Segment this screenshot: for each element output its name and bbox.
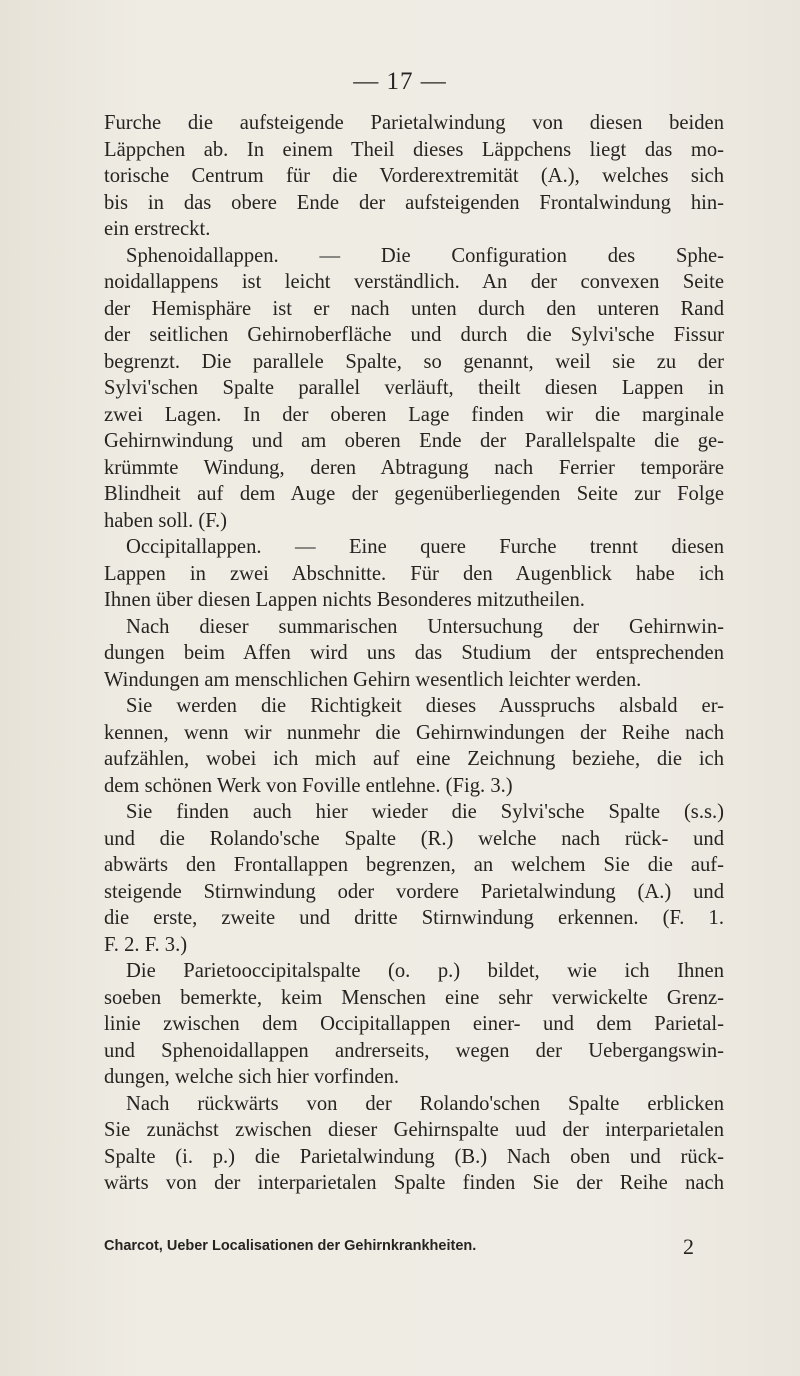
text-line: Sie zunächst zwischen dieser Gehirnspalte uud der interparietalen	[104, 1119, 724, 1141]
text-line: wärts von der interparietalen Spalte finden Sie der Reihe nach	[104, 1172, 724, 1194]
page-number: — 17 —	[353, 68, 447, 95]
text-line: Nach rückwärts von der Rolando'schen Spalte erblicken	[126, 1092, 724, 1115]
text-line: der Hemisphäre ist er nach unten durch den unteren Rand	[104, 297, 724, 320]
text-line: Nach dieser summarischen Untersuchung der Gehirnwin-	[126, 615, 724, 638]
text-line: Sie finden auch hier wieder die Sylvi'sche Spalte (s.s.)	[126, 801, 724, 823]
text-line: Blindheit auf dem Auge der gegenüberliegenden Seite zur Folge	[104, 483, 724, 505]
text-line: dungen beim Affen wird uns das Studium der entsprechenden	[104, 642, 724, 664]
text-line: haben soll. (F.)	[104, 509, 228, 532]
text-line: krümmte Windung, deren Abtragung nach Ferrier temporäre	[104, 456, 724, 479]
text-line: Ihnen über diesen Lappen nichts Besonderes mitzutheilen.	[104, 589, 585, 611]
text-line: noidallappens ist leicht verständlich. An der convexen Seite	[104, 271, 724, 293]
text-line: F. 2. F. 3.)	[104, 933, 188, 956]
text-line: zwei Lagen. In der oberen Lage finden wir die marginale	[104, 403, 724, 426]
text-line: und Sphenoidallappen andrerseits, wegen der Uebergangswin-	[104, 1039, 724, 1062]
text-line: Lappen in zwei Abschnitte. Für den Augenblick habe ich	[104, 562, 724, 585]
text-line: Gehirnwindung und am oberen Ende der Parallelspalte die ge-	[104, 430, 724, 452]
text-line: kennen, wenn wir nunmehr die Gehirnwindungen der Reihe nach	[104, 721, 724, 744]
signature-mark: 2	[683, 1234, 694, 1259]
text-line: ein erstreckt.	[104, 218, 211, 240]
text-line: Sie werden die Richtigkeit dieses Ausspruchs alsbald er-	[126, 695, 724, 717]
text-line: steigende Stirnwindung oder vordere Parietalwindung (A.) und	[104, 880, 724, 903]
text-line: abwärts den Frontallappen begrenzen, an welchem Sie die auf-	[104, 854, 724, 876]
text-line: begrenzt. Die parallele Spalte, so genannt, weil sie zu der	[104, 350, 724, 373]
text-line: dem schönen Werk von Foville entlehne. (Fig. 3.)	[104, 774, 513, 797]
page-footer	[104, 1234, 724, 1260]
text-line: Läppchen ab. In einem Theil dieses Läppchens liegt das mo-	[104, 138, 724, 161]
text-line: torische Centrum für die Vorderextremität (A.), welches sich	[104, 165, 724, 187]
text-line: soeben bemerkte, keim Menschen eine sehr verwickelte Grenz-	[104, 986, 724, 1009]
text-line: der seitlichen Gehirnoberfläche und durch die Sylvi'sche Fissur	[104, 324, 724, 346]
text-line: Sphenoidallappen. — Die Configuration des Sphe-	[126, 244, 724, 267]
text-line: linie zwischen dem Occipitallappen einer- und dem Parietal-	[104, 1013, 724, 1035]
text-line: bis in das obere Ende der aufsteigenden Frontalwindung hin-	[104, 191, 724, 214]
text-line: Die Parietooccipitalspalte (o. p.) bildet, wie ich Ihnen	[126, 960, 724, 982]
text-line: und die Rolando'sche Spalte (R.) welche nach rück- und	[104, 827, 724, 850]
text-line: Spalte (i. p.) die Parietalwindung (B.) Nach oben und rück-	[104, 1145, 724, 1168]
text-line: Windungen am menschlichen Gehirn wesentlich leichter werden.	[104, 668, 642, 691]
text-line: dungen, welche sich hier vorfinden.	[104, 1066, 400, 1088]
body-text	[104, 110, 724, 1197]
text-line: aufzählen, wobei ich mich auf eine Zeichnung beziehe, die ich	[104, 748, 724, 770]
text-line: Sylvi'schen Spalte parallel verläuft, theilt diesen Lappen in	[104, 377, 724, 399]
running-title: Charcot, Ueber Localisationen der Gehirnkrankheiten.	[104, 1238, 477, 1254]
text-line: die erste, zweite und dritte Stirnwindung erkennen. (F. 1.	[104, 907, 724, 929]
text-line: Occipitallappen. — Eine quere Furche trennt diesen	[126, 536, 724, 558]
text-line: Furche die aufsteigende Parietalwindung von diesen beiden	[104, 112, 724, 134]
